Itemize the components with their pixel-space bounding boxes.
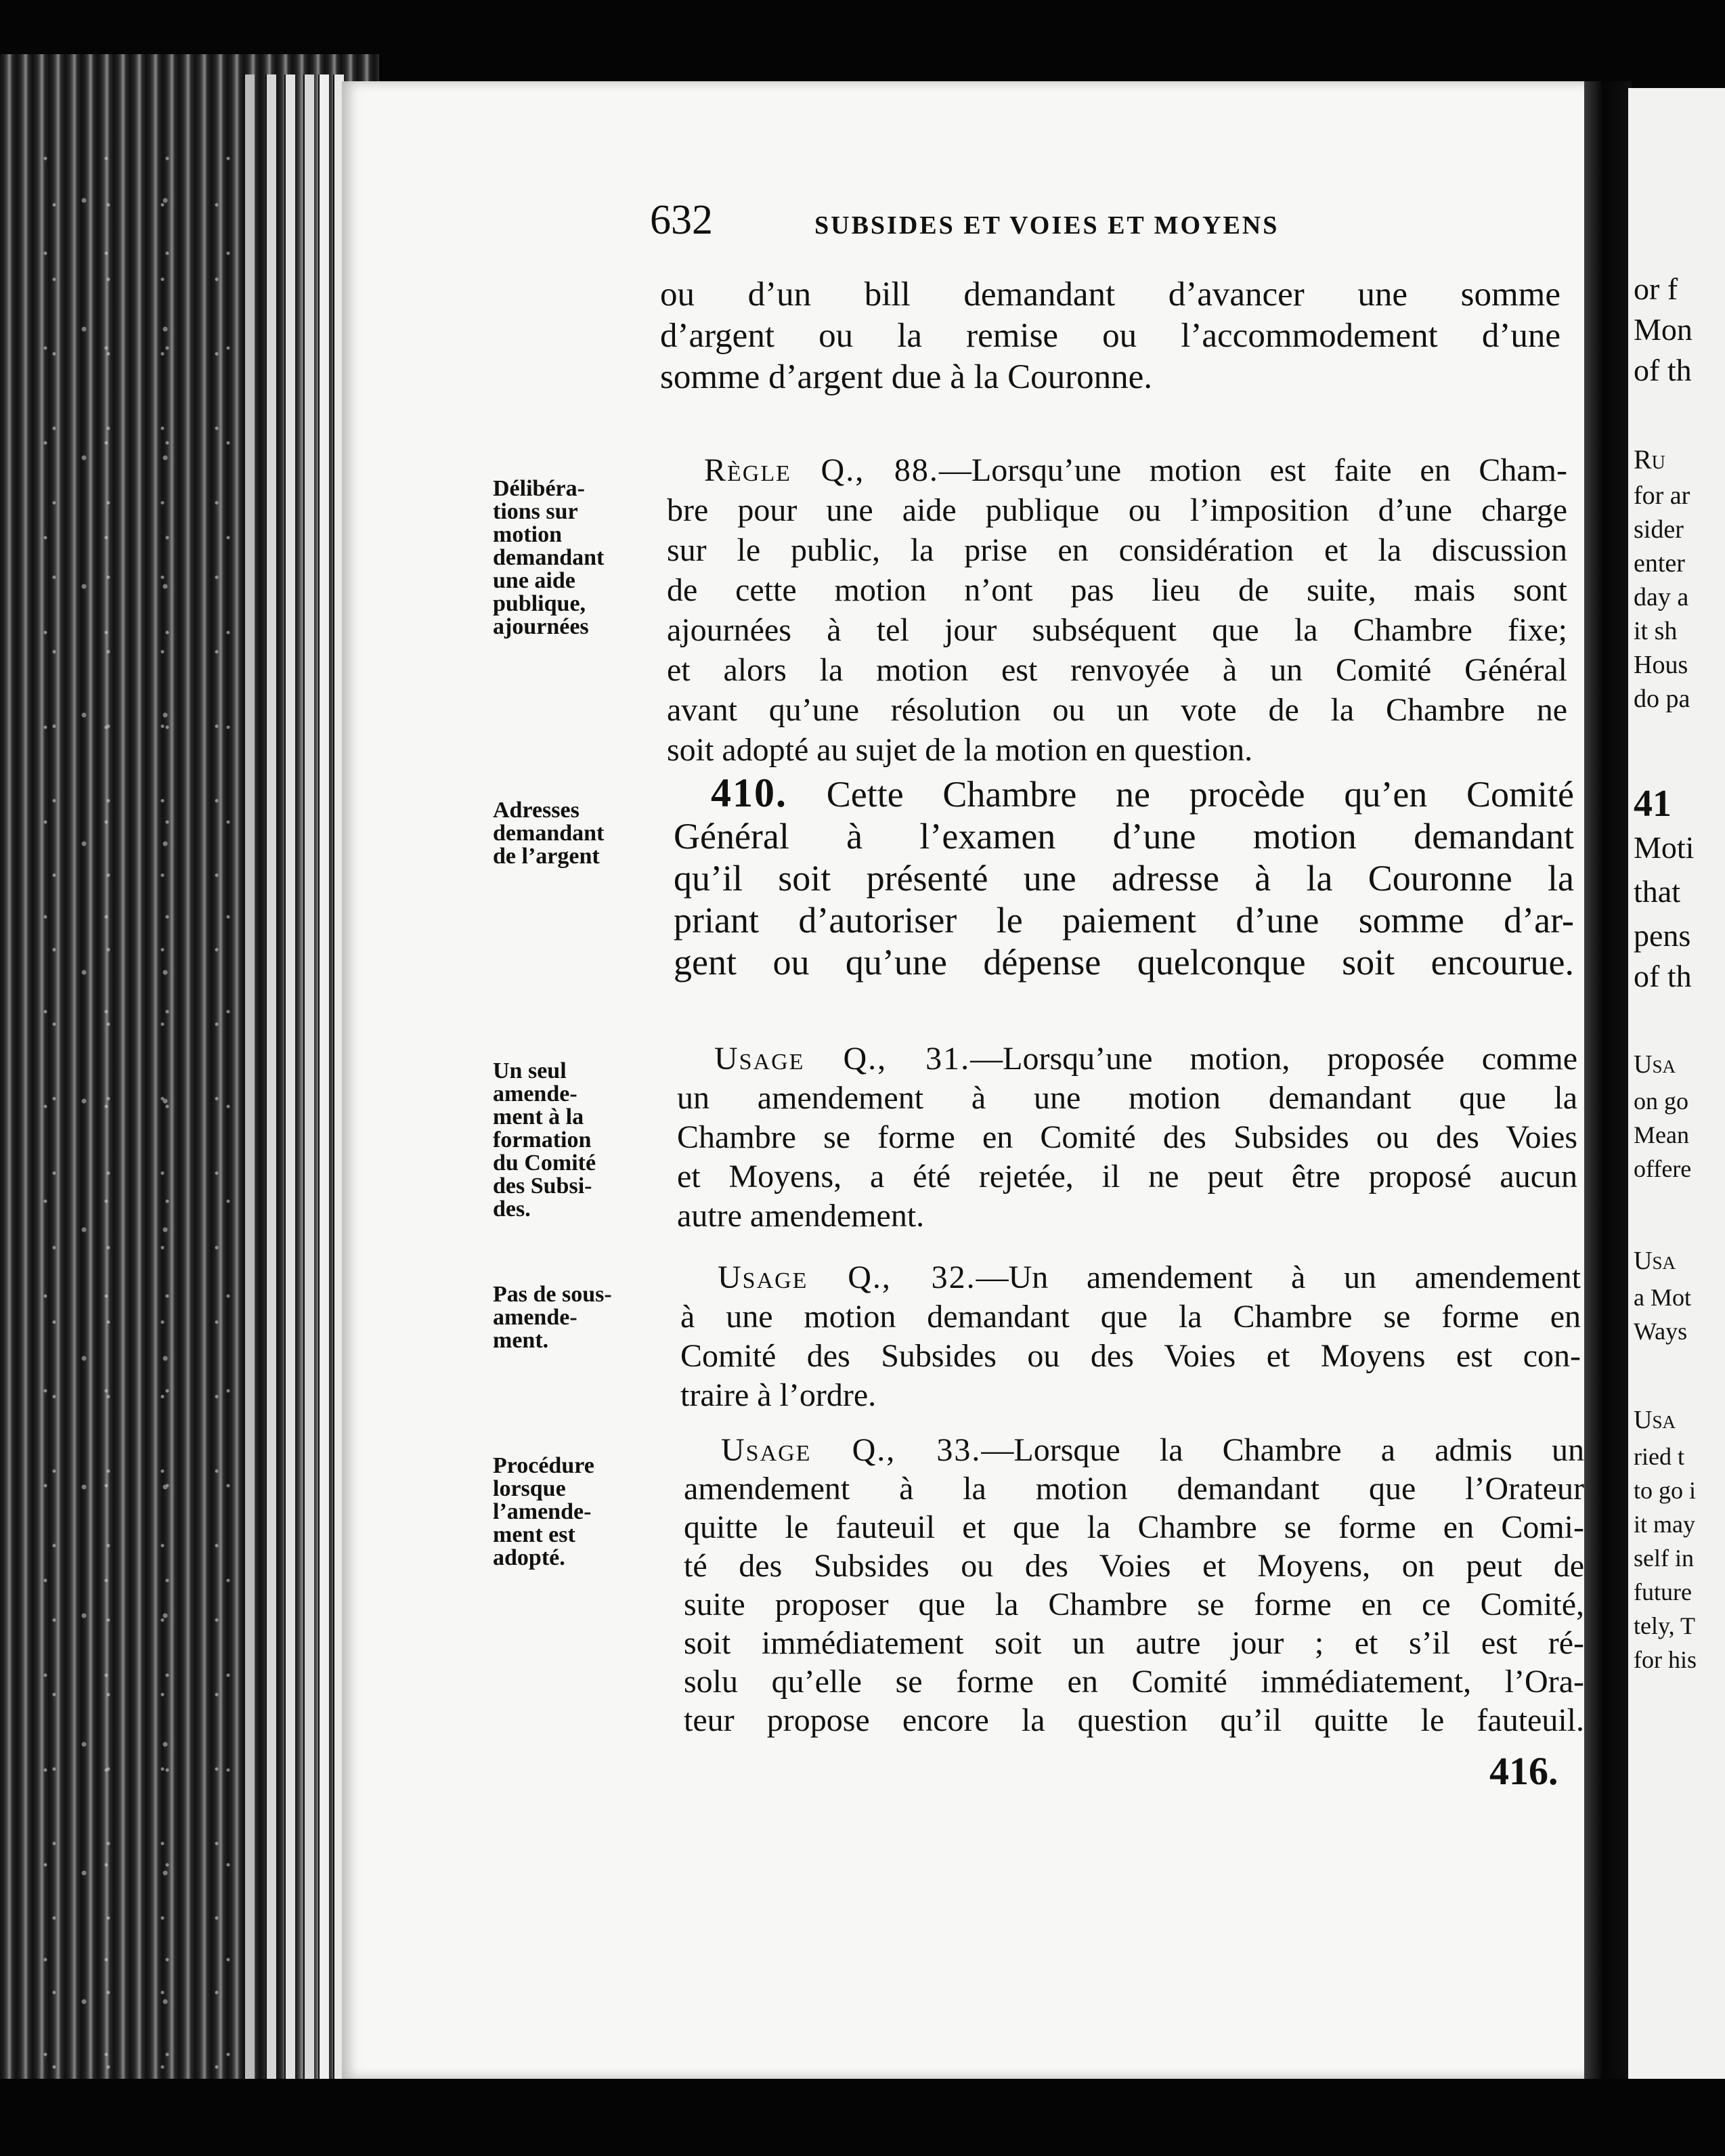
margin-line: Un seul xyxy=(493,1058,567,1083)
facing-line: Ways xyxy=(1634,1318,1688,1345)
facing-line: it may xyxy=(1634,1511,1695,1538)
page-edge-strip xyxy=(284,74,295,2156)
margin-line: des Subsi- xyxy=(493,1173,592,1199)
usage-31-paragraph xyxy=(677,1039,1577,1236)
margin-line: publique, xyxy=(493,591,586,616)
text-line: un amendement à une motion demandant que la xyxy=(677,1080,1577,1116)
usage-32-paragraph xyxy=(680,1258,1581,1415)
text-line: qu’il soit présenté une adresse à la Couronne la xyxy=(674,858,1574,899)
catchword: 416. xyxy=(1489,1749,1558,1793)
usage-33-paragraph xyxy=(684,1431,1584,1740)
margin-line: adopté. xyxy=(493,1545,565,1570)
facing-line: enter xyxy=(1634,549,1685,578)
book-gutter xyxy=(1584,81,1632,2079)
page-edge-strip xyxy=(303,74,314,2156)
scan-border xyxy=(0,2079,1725,2156)
margin-line: amende- xyxy=(493,1081,577,1106)
text-line xyxy=(677,1039,1577,1079)
facing-line: for ar xyxy=(1634,481,1690,510)
facing-line: sider xyxy=(1634,515,1684,544)
facing-line: it sh xyxy=(1634,617,1678,645)
facing-line: to go i xyxy=(1634,1477,1697,1504)
margin-line: l’amende- xyxy=(493,1499,592,1524)
facing-line: Usa xyxy=(1634,1247,1676,1275)
text-line: et alors la motion est renvoyée à un Comité Général xyxy=(667,652,1567,688)
margin-line: motion xyxy=(493,522,562,547)
text-line: Chambre se forme en Comité des Subsides ou des Voies xyxy=(677,1119,1577,1155)
margin-line: demandant xyxy=(493,545,605,570)
regle-88-paragraph xyxy=(667,450,1567,770)
facing-line: do pa xyxy=(1634,685,1690,713)
margin-line: de l’argent xyxy=(493,844,600,869)
rule-text: —Lorsqu’une motion est faite en Cham- xyxy=(938,452,1567,488)
text-line xyxy=(680,1258,1581,1297)
margin-line: formation xyxy=(493,1127,592,1152)
margin-line: une aide xyxy=(493,568,575,593)
margin-line: ment à la xyxy=(493,1104,584,1129)
facing-line: Hous xyxy=(1634,651,1688,679)
text-line: autre amendement. xyxy=(677,1198,925,1234)
page-edge-strip xyxy=(244,74,255,2156)
text-line: soit immédiatement soit un autre jour ; et s’il est ré- xyxy=(684,1625,1584,1661)
margin-line: tions sur xyxy=(493,499,578,524)
edge-speckles xyxy=(27,149,244,2156)
facing-line: of th xyxy=(1634,353,1692,387)
margin-line: Adresses xyxy=(493,798,580,823)
facing-line: Mean xyxy=(1634,1121,1689,1148)
page-edge-strip xyxy=(265,74,276,2156)
facing-line: Ru xyxy=(1634,444,1665,475)
margin-line: demandant xyxy=(493,821,605,846)
text-line xyxy=(667,450,1567,490)
text-line: de cette motion n’ont pas lieu de suite, mais sont xyxy=(667,572,1567,608)
page-number: 632 xyxy=(650,197,713,243)
text-line: Général à l’examen d’une motion demandant xyxy=(674,816,1574,857)
margin-line: des. xyxy=(493,1196,531,1222)
margin-line: Pas de sous- xyxy=(493,1282,612,1307)
rule-label: Règle Q., 88. xyxy=(704,452,939,488)
running-head xyxy=(650,196,1408,251)
text-line: amendement à la motion demandant que l’Orateur xyxy=(684,1471,1584,1507)
text-line: d’argent ou la remise ou l’accommodement d’une xyxy=(660,317,1560,355)
facing-line: pens xyxy=(1634,918,1691,953)
margin-line: Procédure xyxy=(493,1453,594,1478)
facing-line: a Mot xyxy=(1634,1284,1691,1311)
facing-line: tely, T xyxy=(1634,1612,1695,1639)
text-line: quitte le fauteuil et que la Chambre se forme en Comi- xyxy=(684,1509,1584,1545)
page-edge-strip xyxy=(318,74,329,2156)
facing-line: ried t xyxy=(1634,1443,1684,1470)
margin-line: ment est xyxy=(493,1522,575,1547)
facing-line: day a xyxy=(1634,583,1689,611)
text-line: ajournées à tel jour subséquent que la Chambre fixe; xyxy=(667,612,1567,648)
facing-line: for his xyxy=(1634,1646,1697,1673)
usage-label: Usage Q., 31. xyxy=(714,1041,971,1077)
margin-line: lorsque xyxy=(493,1476,566,1501)
text-line: traire à l’ordre. xyxy=(680,1377,877,1413)
facing-line: future xyxy=(1634,1578,1692,1605)
article-text: Cette Chambre ne procède qu’en Comité xyxy=(787,774,1574,815)
usage-label: Usage Q., 33. xyxy=(721,1432,982,1468)
text-line: teur propose encore la question qu’il quitte le fauteuil. xyxy=(684,1702,1584,1738)
text-line: avant qu’une résolution ou un vote de la Chambre ne xyxy=(667,692,1567,728)
facing-line: Usa xyxy=(1634,1406,1676,1434)
facing-page xyxy=(1628,88,1725,2079)
usage-text: —Lorsque la Chambre a admis un xyxy=(981,1432,1584,1468)
text-line: solu qu’elle se forme en Comité immédiatement, l’Ora- xyxy=(684,1664,1584,1700)
text-line: à une motion demandant que la Chambre se forme en xyxy=(680,1299,1581,1335)
text-line: soit adopté au sujet de la motion en question. xyxy=(667,732,1253,768)
text-line: Comité des Subsides ou des Voies et Moyens est con- xyxy=(680,1338,1581,1374)
facing-line: Usa xyxy=(1634,1050,1676,1079)
text-line: priant d’autoriser le paiement d’une somme d’ar- xyxy=(674,900,1574,941)
article-410-paragraph xyxy=(674,772,1574,983)
margin-line: amende- xyxy=(493,1305,577,1330)
facing-line: on go xyxy=(1634,1087,1688,1115)
text-line: somme d’argent due à la Couronne. xyxy=(660,358,1153,396)
text-line: sur le public, la prise en considération et la discussion xyxy=(667,532,1567,568)
margin-note-article-410 xyxy=(493,799,669,868)
facing-line: offere xyxy=(1634,1155,1692,1182)
text-line: té des Subsides ou des Voies et Moyens, on peut de xyxy=(684,1548,1584,1584)
margin-note-usage-33 xyxy=(493,1454,669,1570)
facing-line: of th xyxy=(1634,959,1692,993)
margin-line: ajournées xyxy=(493,614,589,639)
usage-text: —Un amendement à un amendement xyxy=(976,1259,1581,1295)
facing-line: Moti xyxy=(1634,830,1695,865)
text-line: et Moyens, a été rejetée, il ne peut être proposé aucun xyxy=(677,1159,1577,1194)
text-line xyxy=(684,1431,1584,1469)
margin-line: du Comité xyxy=(493,1150,596,1176)
text-line: ou d’un bill demandant d’avancer une somme xyxy=(660,276,1560,314)
page-title: SUBSIDES ET VOIES ET MOYENS xyxy=(814,211,1280,240)
article-number: 410. xyxy=(711,772,787,815)
facing-line: 41 xyxy=(1634,783,1672,825)
margin-line: Délibéra- xyxy=(493,476,585,501)
text-line: suite proposer que la Chambre se forme en ce Comité, xyxy=(684,1587,1584,1622)
usage-text: —Lorsqu’une motion, proposée comme xyxy=(970,1041,1577,1077)
intro-paragraph xyxy=(660,274,1560,398)
facing-line: that xyxy=(1634,874,1680,909)
usage-label: Usage Q., 32. xyxy=(718,1259,976,1295)
text-line: bre pour une aide publique ou l’imposition d’une charge xyxy=(667,492,1567,528)
facing-line: Mon xyxy=(1634,312,1693,347)
facing-line: self in xyxy=(1634,1545,1694,1572)
margin-line: ment. xyxy=(493,1328,549,1353)
margin-note-usage-32 xyxy=(493,1283,669,1352)
text-line: gent ou qu’une dépense quelconque soit encourue. xyxy=(674,942,1574,983)
margin-note-usage-31 xyxy=(493,1060,669,1221)
margin-note-regle-88 xyxy=(493,477,669,639)
text-line xyxy=(674,772,1574,815)
facing-line: or f xyxy=(1634,272,1678,306)
